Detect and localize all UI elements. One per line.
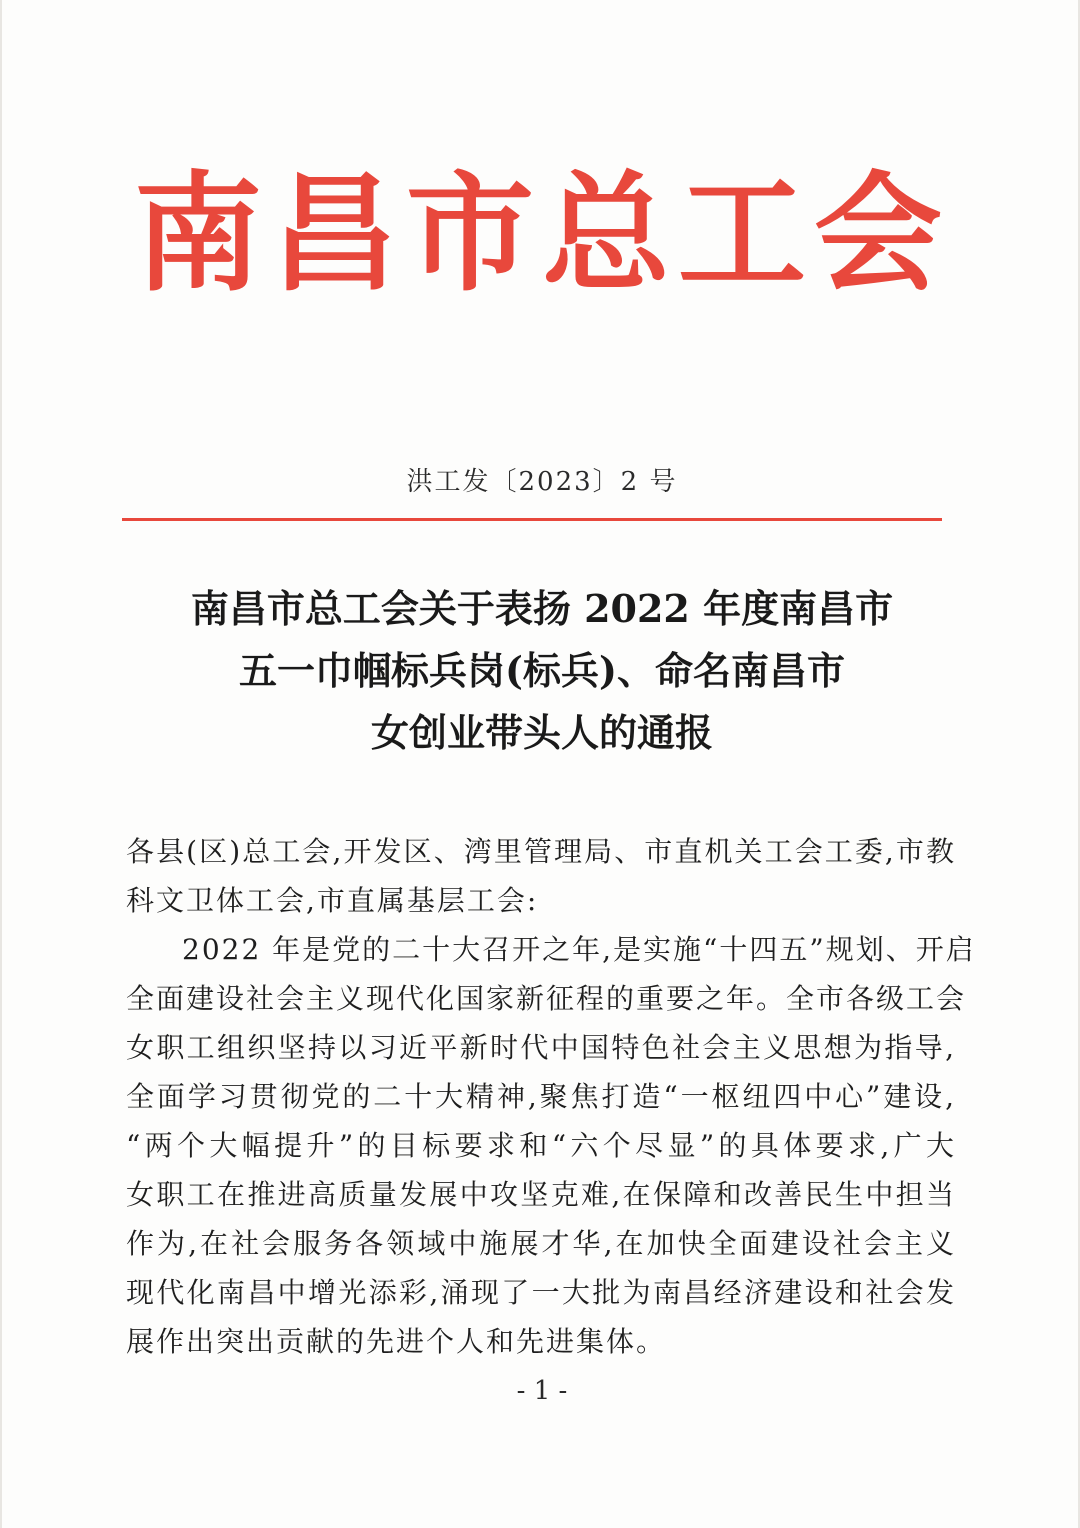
document-body	[126, 827, 976, 1366]
paragraph-line: 女职工在推进高质量发展中攻坚克难,在保障和改善民生中担当	[126, 1178, 956, 1211]
red-divider-line	[122, 518, 942, 521]
paragraph-line: 全面学习贯彻党的二十大精神,聚焦打造“一枢纽四中心”建设,	[126, 1080, 956, 1113]
addressee-line: 科文卫体工会,市直属基层工会:	[126, 884, 539, 917]
paragraph-line: 作为,在社会服务各领域中施展才华,在加快全面建设社会主义	[126, 1227, 956, 1260]
document-number: 洪工发〔2023〕2 号	[406, 467, 678, 497]
paragraph-line: 展作出突出贡献的先进个人和先进集体。	[126, 1325, 667, 1358]
paragraph-line: 女职工组织坚持以习近平新时代中国特色社会主义思想为指导,	[126, 1031, 956, 1064]
title-line: 女创业带头人的通报	[370, 710, 713, 755]
paragraph-line: 全面建设社会主义现代化国家新征程的重要之年。全市各级工会	[126, 982, 967, 1015]
page-number: - 1 -	[516, 1376, 568, 1406]
paragraph-line: 2022 年是党的二十大召开之年,是实施“十四五”规划、开启	[182, 933, 976, 966]
addressee-line: 各县(区)总工会,开发区、湾里管理局、市直机关工会工委,市教	[126, 835, 956, 868]
title-line: 五一巾帼标兵岗(标兵)、命名南昌市	[239, 648, 845, 693]
paragraph-line: “两个大幅提升”的目标要求和“六个尽显”的具体要求,广大	[126, 1129, 956, 1162]
paragraph-line: 现代化南昌中增光添彩,涌现了一大批为南昌经济建设和社会发	[126, 1276, 956, 1309]
title-line: 南昌市总工会关于表扬 2022 年度南昌市	[190, 586, 894, 631]
document-title	[102, 578, 982, 764]
masthead-title: 南昌市总工会	[133, 160, 950, 309]
